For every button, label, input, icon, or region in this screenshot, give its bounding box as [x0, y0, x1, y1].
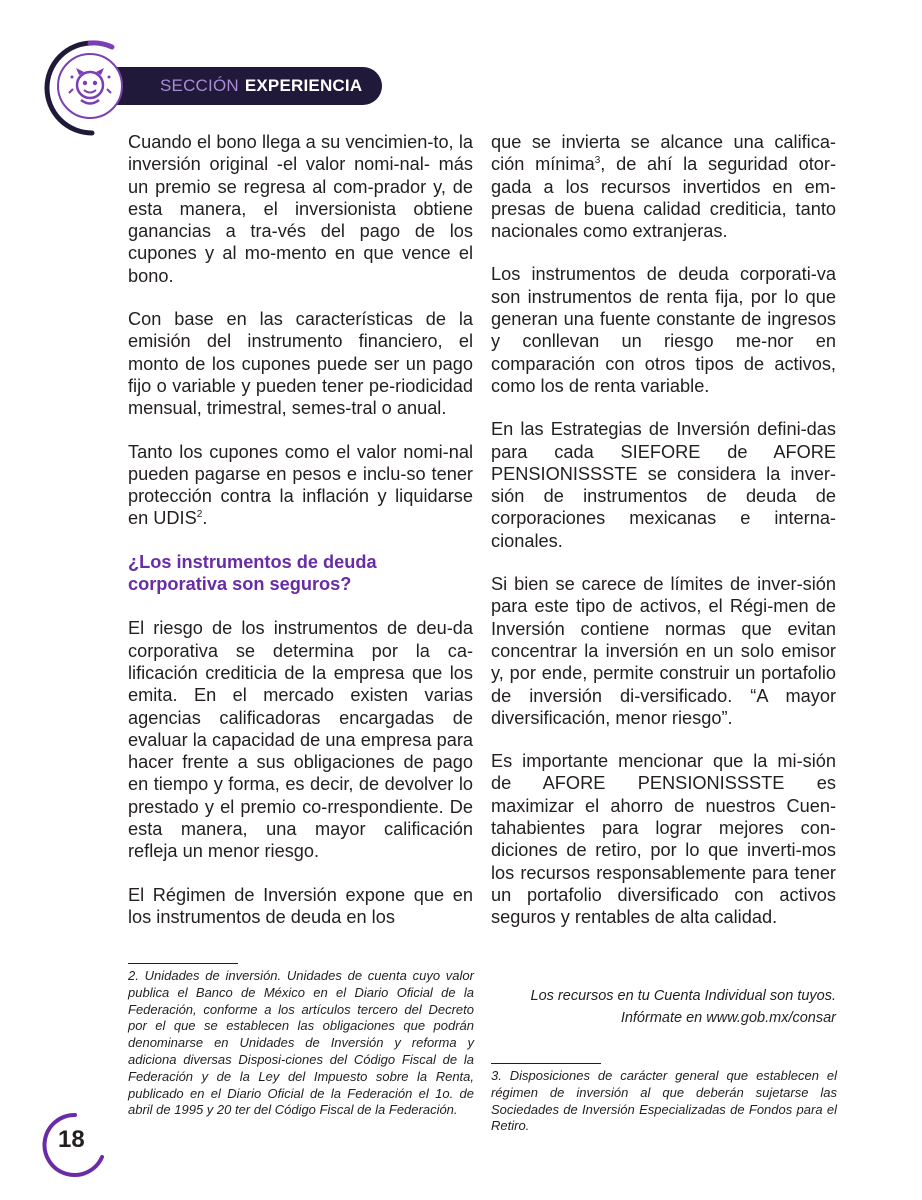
paragraph: Con base en las características de la emisión del instrumento financiero, el monto de los cupones puede ser un pago fijo o variable y pueden tener pe-riodicidad mensual, trimestral, semes-tral o anual.	[128, 309, 473, 419]
page-number: 18	[58, 1126, 85, 1153]
paragraph: Cuando el bono llega a su vencimien-to, la inversión original -el valor nomi-nal- más un premio se regresa al com-prador y, de esta manera, el inversionista obtiene ganancias a tra-vés del pago de los cupones y al mo-mento en que vence el bono.	[128, 132, 473, 286]
paragraph	[491, 131, 836, 242]
footnote-2: 2. Unidades de inversión. Unidades de cuenta cuyo valor publica el Banco de México en el Diario Oficial de la Federación, conforme a los artículos tercero del Decreto por el que se establecen las obligaciones que podrán denominarse en Unidades de Inversión y reforma y adiciona diversas Disposi-ciones del Código Fiscal de la Federación y de la Ley del Impuesto sobre la Renta, publicado en el Diario Oficial de la Federación el 1o. de abril de 1995 y 20 ter del Código Fiscal de la Federación.	[128, 968, 474, 1118]
paragraph-end: , de ahí la seguridad otor-gada a los recursos invertidos en em-presas de buena calidad crediticia, tanto nacionales como extranjeras.	[491, 154, 836, 242]
section-heading: ¿Los instrumentos de deuda corporativa son seguros?	[128, 551, 377, 595]
section-label-pill	[112, 67, 382, 105]
promo-text	[470, 985, 836, 1029]
promo-line-2: Infórmate en www.gob.mx/consar	[620, 1010, 836, 1026]
page-number-badge	[40, 1110, 110, 1180]
paragraph: Es importante mencionar que la mi-sión de AFORE PENSIONISSSTE es maximizar el ahorro de nuestros Cuen-tahabientes para lograr mejores con-diciones de retiro, por lo que inverti-mos los recursos responsablemente para tener un portafolio diversificado con activos seguros y rentables de alta calidad.	[491, 751, 836, 928]
paragraph	[128, 441, 473, 530]
footnote-divider	[491, 1063, 601, 1064]
paragraph: Los instrumentos de deuda corporati-va son instrumentos de renta fija, por lo que generan una fuente constante de ingresos y conllevan un riesgo me-nor en comparación con otros tipos de activos, como los de renta variable.	[491, 264, 836, 396]
paragraph-end: .	[202, 508, 208, 529]
left-column	[128, 131, 473, 928]
promo-line-1: Los recursos en tu Cuenta Individual son tuyos.	[530, 988, 836, 1004]
section-label-light: SECCIÓN	[160, 76, 239, 95]
paragraph-text: que se invierta se alcance una califica-ción mínima	[491, 132, 836, 175]
mascot-icon	[57, 53, 123, 119]
footnote-ref-3: 3	[594, 155, 601, 167]
paragraph-text: Tanto los cupones como el valor nomi-nal pueden pagarse en pesos e inclu-so tener protección contra la inflación y liquidarse en UDIS	[128, 441, 473, 529]
footnote-divider	[128, 963, 238, 964]
right-column	[491, 131, 836, 929]
footnote-3: 3. Disposiciones de carácter general que establecen el régimen de inversión al que deberán sujetarse las Sociedades de Inversión Especializadas de Fondos para el Retiro.	[491, 1068, 837, 1134]
section-label-bold: EXPERIENCIA	[244, 76, 363, 95]
footnote-ref-2: 2	[196, 509, 203, 521]
paragraph: Si bien se carece de límites de inver-sión para este tipo de activos, el Régi-men de Inversión contiene normas que evitan concentrar la inversión en un solo emisor y, por ende, permite construir un portafolio de inversión di-versificado. “A mayor diversificación, menor riesgo”.	[491, 574, 836, 728]
paragraph: El Régimen de Inversión expone que en los instrumentos de deuda en los	[128, 884, 473, 927]
paragraph: En las Estrategias de Inversión defini-das para cada SIEFORE de AFORE PENSIONISSSTE se considera la inver-sión de instrumentos de deuda de corporaciones mexicanas e interna-cionales.	[491, 419, 836, 551]
paragraph: El riesgo de los instrumentos de deu-da corporativa se determina por la ca-lificación crediticia de la empresa que los emita. En el mercado existen varias agencias calificadoras encargadas de evaluar la capacidad de una empresa para hacer frente a sus obligaciones de pago en tiempo y forma, es decir, de devolver lo prestado y el premio co-rrespondiente. De esta manera, una mayor calificación refleja un menor riesgo.	[128, 618, 473, 862]
section-header	[42, 38, 363, 128]
